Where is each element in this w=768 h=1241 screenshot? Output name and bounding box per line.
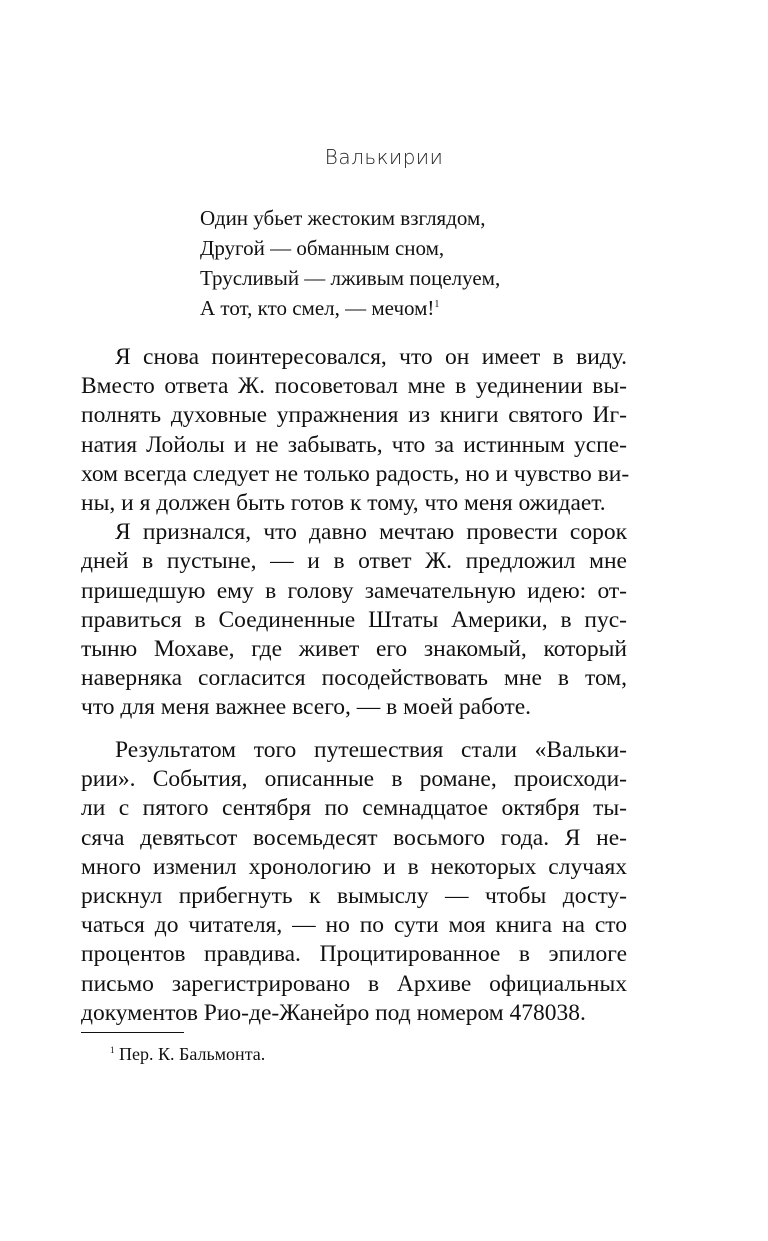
paragraph-line: чаться до читателя, — но по сути моя книга на сто [81, 912, 627, 939]
footnote-reference: 1 [434, 299, 440, 310]
epigraph-line: Другой — обманным сном, [200, 236, 445, 260]
paragraph-line: документов Рио-де-Жанейро под номером 478038. [81, 999, 586, 1026]
paragraph-line: пришедшую ему в голову замечательную идею: от- [81, 577, 627, 604]
footnote-marker: 1 [110, 1045, 115, 1055]
footnote-text: Пер. К. Бальмонта. [114, 1044, 266, 1064]
epigraph-line: Один убьет жестоким взглядом, [200, 206, 486, 230]
epigraph-line-text: А тот, кто смел, — мечом! [200, 296, 435, 320]
paragraph-line: ны, и я должен быть готов к тому, что меня ожидает. [81, 489, 606, 516]
running-title: Валькирии [324, 145, 444, 169]
epigraph [200, 203, 600, 323]
paragraph-line: Результатом того путешествия стали «Вальки- [115, 737, 627, 763]
paragraph-line: сяча девятьсот восемьдесят восьмого года. Я не- [81, 824, 627, 851]
body-text-block-2 [81, 736, 627, 1028]
footnote-divider [81, 1032, 184, 1033]
paragraph-line: рискнул прибегнуть к вымыслу — чтобы досту- [81, 882, 627, 909]
paragraph-2 [81, 518, 627, 722]
footnote [110, 1042, 265, 1066]
epigraph-line-last [200, 293, 600, 323]
paragraph-line: хом всегда следует не только радость, но и чувство ви- [81, 460, 630, 487]
paragraph-line: Я снова поинтересовался, что он имеет в виду. [115, 344, 627, 370]
paragraph-line: тыню Мохаве, где живет его знакомый, который [81, 635, 627, 662]
body-text-block-1 [81, 343, 630, 722]
paragraph-3 [81, 736, 627, 1028]
paragraph-line: ли с пятого сентября по семнадцатое октября ты- [81, 795, 627, 822]
epigraph-line: Трусливый — лживым поцелуем, [200, 266, 501, 290]
paragraph-line: процентов правдива. Процитированное в эпилоге [81, 941, 627, 968]
paragraph-line: рии». События, описанные в романе, происходи- [81, 766, 627, 793]
paragraph-line: наверняка согласится посодействовать мне в том, [81, 665, 627, 692]
paragraph-line: натия Лойолы и не забывать, что за истинным успе- [81, 431, 627, 458]
paragraph-line: Вместо ответа Ж. посоветовал мне в уединении вы- [81, 373, 627, 400]
paragraph-line: много изменил хронологию и в некоторых случаях [81, 853, 627, 880]
paragraph-1 [81, 343, 630, 518]
paragraph-line: правиться в Соединенные Штаты Америки, в пус- [81, 606, 627, 633]
paragraph-line: что для меня важнее всего, — в моей работе. [81, 694, 532, 721]
paragraph-line: дней в пустыне, — и в ответ Ж. предложил мне [81, 548, 627, 575]
paragraph-line: Я признался, что давно мечтаю провести сорок [115, 519, 627, 546]
paragraph-line: письмо зарегистрировано в Архиве официальных [81, 970, 627, 997]
paragraph-line: полнять духовные упражнения из книги святого Иг- [81, 402, 627, 429]
